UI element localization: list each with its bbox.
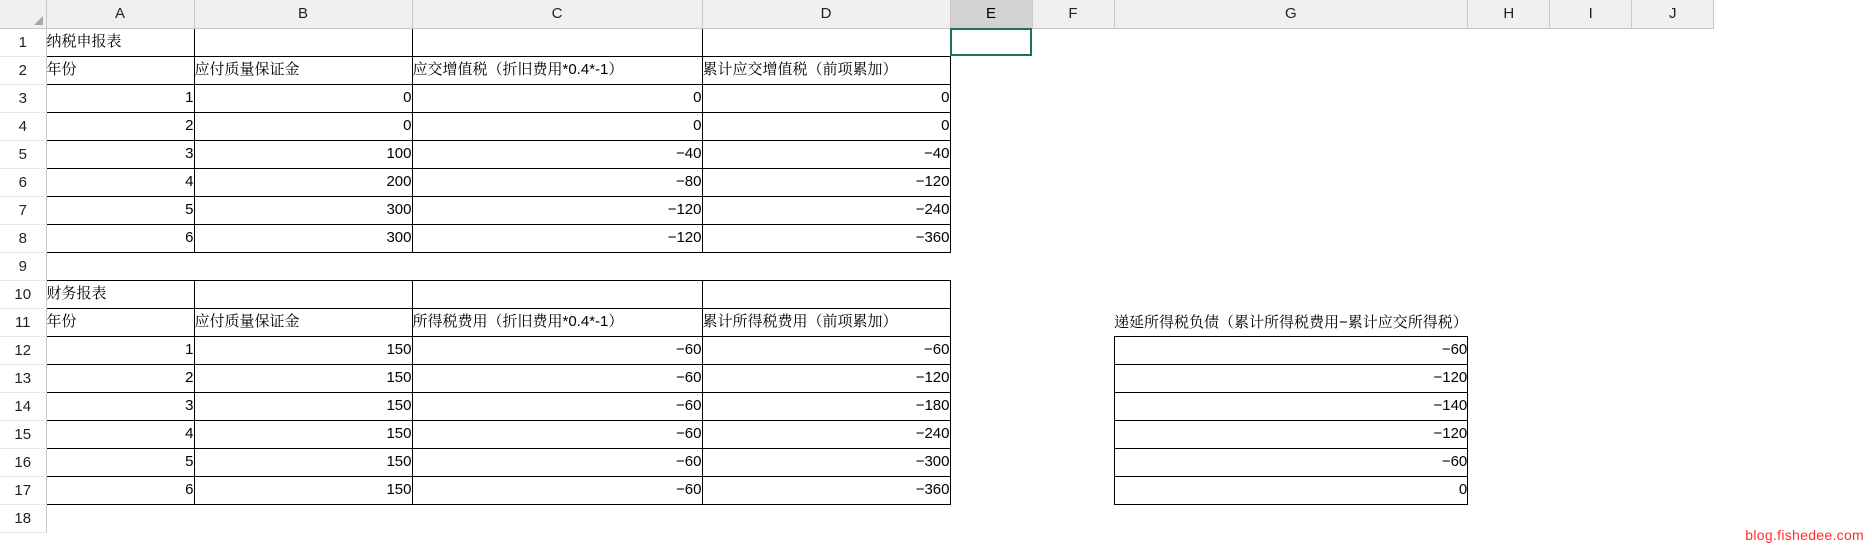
column-header-f[interactable]: F — [1032, 0, 1114, 28]
cell-A9[interactable] — [46, 252, 194, 280]
cell-F3[interactable] — [1032, 84, 1114, 112]
cell-I15[interactable] — [1550, 420, 1632, 448]
cell-C12[interactable]: −60 — [412, 336, 702, 364]
table-row[interactable] — [0, 84, 1714, 112]
cell-H1[interactable] — [1468, 28, 1550, 56]
cell-E5[interactable] — [950, 140, 1032, 168]
cell-H8[interactable] — [1468, 224, 1550, 252]
cell-H2[interactable] — [1468, 56, 1550, 84]
table-row[interactable] — [0, 336, 1714, 364]
cell-E17[interactable] — [950, 476, 1032, 504]
cell-F17[interactable] — [1032, 476, 1114, 504]
column-header-j[interactable]: J — [1632, 0, 1714, 28]
row-header-1[interactable]: 1 — [0, 28, 46, 56]
table-row[interactable] — [0, 476, 1714, 504]
cell-E12[interactable] — [950, 336, 1032, 364]
cell-D1[interactable] — [702, 28, 950, 56]
row-header-8[interactable]: 8 — [0, 224, 46, 252]
cell-E10[interactable] — [950, 280, 1032, 308]
cell-F15[interactable] — [1032, 420, 1114, 448]
cell-A3[interactable]: 1 — [46, 84, 194, 112]
cell-J2[interactable] — [1632, 56, 1714, 84]
cell-H12[interactable] — [1468, 336, 1550, 364]
cell-J18[interactable] — [1632, 504, 1714, 532]
cell-I5[interactable] — [1550, 140, 1632, 168]
cell-J12[interactable] — [1632, 336, 1714, 364]
cell-B3[interactable]: 0 — [194, 84, 412, 112]
cell-D2[interactable]: 累计应交增值税（前项累加） — [702, 56, 950, 84]
cell-H11[interactable] — [1468, 308, 1550, 336]
cell-H6[interactable] — [1468, 168, 1550, 196]
cell-I13[interactable] — [1550, 364, 1632, 392]
cell-J10[interactable] — [1632, 280, 1714, 308]
table-row[interactable] — [0, 196, 1714, 224]
cell-B13[interactable]: 150 — [194, 364, 412, 392]
cell-G9[interactable] — [1114, 252, 1468, 280]
cell-J8[interactable] — [1632, 224, 1714, 252]
cell-F16[interactable] — [1032, 448, 1114, 476]
cell-C17[interactable]: −60 — [412, 476, 702, 504]
row-header-10[interactable]: 10 — [0, 280, 46, 308]
cell-G18[interactable] — [1114, 504, 1468, 532]
cell-C8[interactable]: −120 — [412, 224, 702, 252]
cell-G2[interactable] — [1114, 56, 1468, 84]
cell-J15[interactable] — [1632, 420, 1714, 448]
cell-A5[interactable]: 3 — [46, 140, 194, 168]
table-row[interactable] — [0, 308, 1714, 336]
cell-E16[interactable] — [950, 448, 1032, 476]
cell-D4[interactable]: 0 — [702, 112, 950, 140]
table-row[interactable] — [0, 168, 1714, 196]
cell-C14[interactable]: −60 — [412, 392, 702, 420]
cell-B1[interactable] — [194, 28, 412, 56]
cell-I7[interactable] — [1550, 196, 1632, 224]
cell-J7[interactable] — [1632, 196, 1714, 224]
cell-B15[interactable]: 150 — [194, 420, 412, 448]
cell-G1[interactable] — [1114, 28, 1468, 56]
cell-D16[interactable]: −300 — [702, 448, 950, 476]
table-row[interactable] — [0, 28, 1714, 56]
cell-I16[interactable] — [1550, 448, 1632, 476]
cell-G12[interactable]: −60 — [1114, 336, 1468, 364]
cell-I4[interactable] — [1550, 112, 1632, 140]
table-row[interactable] — [0, 140, 1714, 168]
cell-B12[interactable]: 150 — [194, 336, 412, 364]
cell-C13[interactable]: −60 — [412, 364, 702, 392]
cell-I6[interactable] — [1550, 168, 1632, 196]
cell-C3[interactable]: 0 — [412, 84, 702, 112]
cell-A12[interactable]: 1 — [46, 336, 194, 364]
cell-J16[interactable] — [1632, 448, 1714, 476]
cell-B18[interactable] — [194, 504, 412, 532]
cell-C1[interactable] — [412, 28, 702, 56]
grid-body[interactable] — [0, 28, 1714, 532]
table-row[interactable] — [0, 112, 1714, 140]
cell-I2[interactable] — [1550, 56, 1632, 84]
cell-H18[interactable] — [1468, 504, 1550, 532]
cell-I8[interactable] — [1550, 224, 1632, 252]
cell-D12[interactable]: −60 — [702, 336, 950, 364]
cell-H9[interactable] — [1468, 252, 1550, 280]
cell-H5[interactable] — [1468, 140, 1550, 168]
row-header-17[interactable]: 17 — [0, 476, 46, 504]
cell-G8[interactable] — [1114, 224, 1468, 252]
cell-D10[interactable] — [702, 280, 950, 308]
cell-D7[interactable]: −240 — [702, 196, 950, 224]
cell-H16[interactable] — [1468, 448, 1550, 476]
cell-D6[interactable]: −120 — [702, 168, 950, 196]
cell-A1[interactable]: 纳税申报表 — [46, 28, 194, 56]
cell-I1[interactable] — [1550, 28, 1632, 56]
cell-A10[interactable]: 财务报表 — [46, 280, 194, 308]
cell-H7[interactable] — [1468, 196, 1550, 224]
cell-B6[interactable]: 200 — [194, 168, 412, 196]
cell-J11[interactable] — [1632, 308, 1714, 336]
row-header-9[interactable]: 9 — [0, 252, 46, 280]
row-header-11[interactable]: 11 — [0, 308, 46, 336]
table-row[interactable] — [0, 448, 1714, 476]
table-row[interactable] — [0, 252, 1714, 280]
cell-E9[interactable] — [950, 252, 1032, 280]
cell-F10[interactable] — [1032, 280, 1114, 308]
cell-A2[interactable]: 年份 — [46, 56, 194, 84]
column-header-b[interactable]: B — [194, 0, 412, 28]
row-header-12[interactable]: 12 — [0, 336, 46, 364]
cell-E4[interactable] — [950, 112, 1032, 140]
cell-J3[interactable] — [1632, 84, 1714, 112]
cell-D15[interactable]: −240 — [702, 420, 950, 448]
row-header-7[interactable]: 7 — [0, 196, 46, 224]
cell-G11[interactable]: 递延所得税负债（累计所得税费用−累计应交所得税） — [1114, 314, 1468, 332]
cell-J5[interactable] — [1632, 140, 1714, 168]
cell-F4[interactable] — [1032, 112, 1114, 140]
cell-C18[interactable] — [412, 504, 702, 532]
cell-G3[interactable] — [1114, 84, 1468, 112]
cell-D8[interactable]: −360 — [702, 224, 950, 252]
cell-J1[interactable] — [1632, 28, 1714, 56]
column-header-h[interactable]: H — [1468, 0, 1550, 28]
cell-B11[interactable]: 应付质量保证金 — [194, 308, 412, 336]
row-header-18[interactable]: 18 — [0, 504, 46, 532]
cell-A7[interactable]: 5 — [46, 196, 194, 224]
row-header-6[interactable]: 6 — [0, 168, 46, 196]
cell-J14[interactable] — [1632, 392, 1714, 420]
cell-E3[interactable] — [950, 84, 1032, 112]
cell-F5[interactable] — [1032, 140, 1114, 168]
column-header-g[interactable]: G — [1114, 0, 1468, 28]
cell-F11[interactable] — [1032, 308, 1114, 336]
row-header-15[interactable]: 15 — [0, 420, 46, 448]
cell-A8[interactable]: 6 — [46, 224, 194, 252]
cell-B16[interactable]: 150 — [194, 448, 412, 476]
cell-J9[interactable] — [1632, 252, 1714, 280]
row-header-3[interactable]: 3 — [0, 84, 46, 112]
cell-B9[interactable] — [194, 252, 412, 280]
cell-H4[interactable] — [1468, 112, 1550, 140]
cell-F6[interactable] — [1032, 168, 1114, 196]
cell-J13[interactable] — [1632, 364, 1714, 392]
cell-B2[interactable]: 应付质量保证金 — [194, 56, 412, 84]
cell-H17[interactable] — [1468, 476, 1550, 504]
cell-E6[interactable] — [950, 168, 1032, 196]
cell-F18[interactable] — [1032, 504, 1114, 532]
cell-D11[interactable]: 累计所得税费用（前项累加） — [702, 308, 950, 336]
cell-B5[interactable]: 100 — [194, 140, 412, 168]
table-row[interactable] — [0, 280, 1714, 308]
column-header-c[interactable]: C — [412, 0, 702, 28]
cell-C10[interactable] — [412, 280, 702, 308]
cell-C11[interactable]: 所得税费用（折旧费用*0.4*-1） — [412, 308, 702, 336]
cell-A13[interactable]: 2 — [46, 364, 194, 392]
table-row[interactable] — [0, 56, 1714, 84]
column-header-a[interactable]: A — [46, 0, 194, 28]
cell-F1[interactable] — [1032, 28, 1114, 56]
cell-D13[interactable]: −120 — [702, 364, 950, 392]
cell-C5[interactable]: −40 — [412, 140, 702, 168]
cell-J4[interactable] — [1632, 112, 1714, 140]
row-header-14[interactable]: 14 — [0, 392, 46, 420]
cell-B7[interactable]: 300 — [194, 196, 412, 224]
cell-E14[interactable] — [950, 392, 1032, 420]
cell-H13[interactable] — [1468, 364, 1550, 392]
cell-H10[interactable] — [1468, 280, 1550, 308]
cell-C9[interactable] — [412, 252, 702, 280]
column-header-i[interactable]: I — [1550, 0, 1632, 28]
cell-B8[interactable]: 300 — [194, 224, 412, 252]
cell-A16[interactable]: 5 — [46, 448, 194, 476]
cell-F9[interactable] — [1032, 252, 1114, 280]
cell-B4[interactable]: 0 — [194, 112, 412, 140]
cell-I9[interactable] — [1550, 252, 1632, 280]
cell-F8[interactable] — [1032, 224, 1114, 252]
cell-G14[interactable]: −140 — [1114, 392, 1468, 420]
table-row[interactable] — [0, 392, 1714, 420]
cell-A15[interactable]: 4 — [46, 420, 194, 448]
cell-B17[interactable]: 150 — [194, 476, 412, 504]
cell-F7[interactable] — [1032, 196, 1114, 224]
cell-J6[interactable] — [1632, 168, 1714, 196]
cell-F2[interactable] — [1032, 56, 1114, 84]
cell-C4[interactable]: 0 — [412, 112, 702, 140]
cell-D18[interactable] — [702, 504, 950, 532]
cell-D9[interactable] — [702, 252, 950, 280]
cell-F14[interactable] — [1032, 392, 1114, 420]
cell-I11[interactable] — [1550, 308, 1632, 336]
row-header-5[interactable]: 5 — [0, 140, 46, 168]
row-header-2[interactable]: 2 — [0, 56, 46, 84]
cell-A18[interactable] — [46, 504, 194, 532]
row-header-4[interactable]: 4 — [0, 112, 46, 140]
cell-E2[interactable] — [950, 56, 1032, 84]
cell-A17[interactable]: 6 — [46, 476, 194, 504]
cell-C7[interactable]: −120 — [412, 196, 702, 224]
cell-C2[interactable]: 应交增值税（折旧费用*0.4*-1） — [412, 56, 702, 84]
cell-F13[interactable] — [1032, 364, 1114, 392]
cell-C16[interactable]: −60 — [412, 448, 702, 476]
cell-B14[interactable]: 150 — [194, 392, 412, 420]
cell-G13[interactable]: −120 — [1114, 364, 1468, 392]
cell-E1[interactable] — [950, 28, 1032, 56]
cell-J17[interactable] — [1632, 476, 1714, 504]
cell-H3[interactable] — [1468, 84, 1550, 112]
cell-I17[interactable] — [1550, 476, 1632, 504]
cell-G16[interactable]: −60 — [1114, 448, 1468, 476]
cell-G5[interactable] — [1114, 140, 1468, 168]
cell-H15[interactable] — [1468, 420, 1550, 448]
cell-I14[interactable] — [1550, 392, 1632, 420]
cell-G10[interactable] — [1114, 280, 1468, 308]
row-header-16[interactable]: 16 — [0, 448, 46, 476]
cell-I18[interactable] — [1550, 504, 1632, 532]
cell-A11[interactable]: 年份 — [46, 308, 194, 336]
watermark-text: blog.fishedee.com — [1745, 527, 1864, 543]
cell-C15[interactable]: −60 — [412, 420, 702, 448]
select-all-triangle-icon — [34, 16, 43, 25]
table-row[interactable] — [0, 224, 1714, 252]
cell-E11[interactable] — [950, 308, 1032, 336]
cell-H14[interactable] — [1468, 392, 1550, 420]
cell-B10[interactable] — [194, 280, 412, 308]
table-row[interactable] — [0, 364, 1714, 392]
column-header-row — [0, 0, 1714, 28]
cell-E13[interactable] — [950, 364, 1032, 392]
column-header-e[interactable]: E — [950, 0, 1032, 28]
cell-E18[interactable] — [950, 504, 1032, 532]
cell-I12[interactable] — [1550, 336, 1632, 364]
table-row[interactable] — [0, 504, 1714, 532]
row-header-13[interactable]: 13 — [0, 364, 46, 392]
column-header-d[interactable]: D — [702, 0, 950, 28]
cell-I3[interactable] — [1550, 84, 1632, 112]
cell-C6[interactable]: −80 — [412, 168, 702, 196]
cell-E7[interactable] — [950, 196, 1032, 224]
select-all-corner[interactable] — [0, 0, 46, 28]
cell-F12[interactable] — [1032, 336, 1114, 364]
cell-G17[interactable]: 0 — [1114, 476, 1468, 504]
cell-G7[interactable] — [1114, 196, 1468, 224]
cell-I10[interactable] — [1550, 280, 1632, 308]
cell-A4[interactable]: 2 — [46, 112, 194, 140]
cell-G4[interactable] — [1114, 112, 1468, 140]
cell-D14[interactable]: −180 — [702, 392, 950, 420]
cell-D3[interactable]: 0 — [702, 84, 950, 112]
cell-G15[interactable]: −120 — [1114, 420, 1468, 448]
cell-A6[interactable]: 4 — [46, 168, 194, 196]
cell-D5[interactable]: −40 — [702, 140, 950, 168]
cell-E15[interactable] — [950, 420, 1032, 448]
cell-E8[interactable] — [950, 224, 1032, 252]
cell-G6[interactable] — [1114, 168, 1468, 196]
cell-D17[interactable]: −360 — [702, 476, 950, 504]
cell-A14[interactable]: 3 — [46, 392, 194, 420]
table-row[interactable] — [0, 420, 1714, 448]
